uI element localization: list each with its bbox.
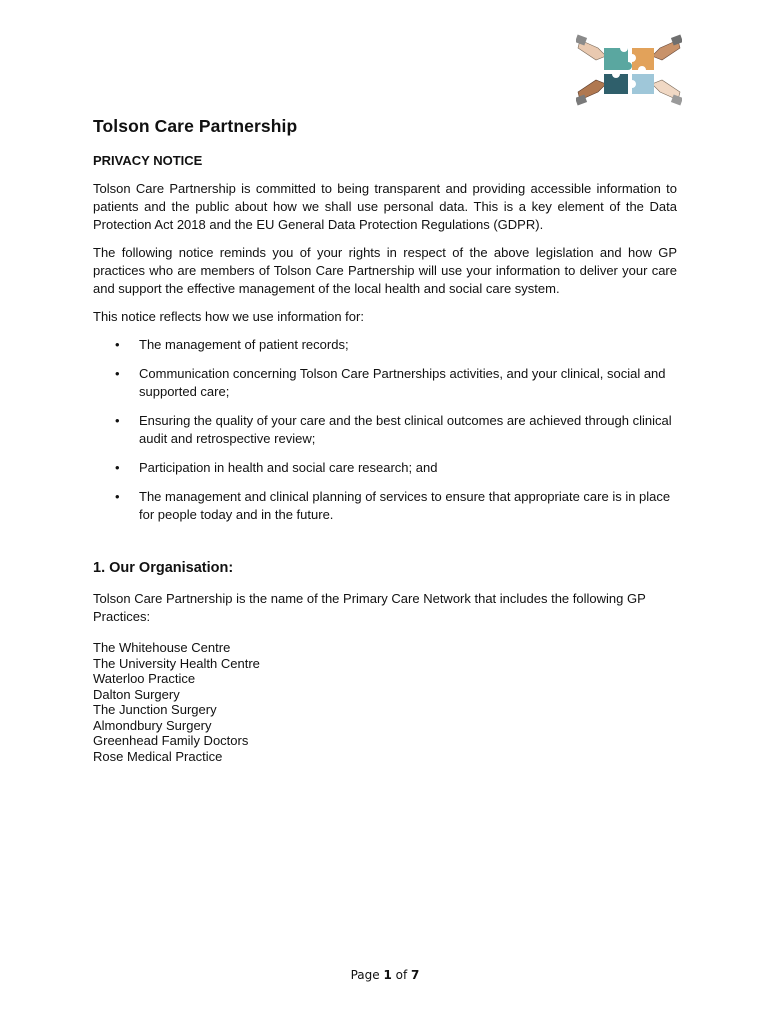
document-title: Tolson Care Partnership [93, 116, 298, 136]
intro-paragraph-2: The following notice reminds you of your rights in respect of the above legislation and how GP practices who are members of Tolson Care Partnership will use your information to deliver your care and support the effective management of the local health and social care system. [93, 245, 677, 296]
list-item: • Participation in health and social care research; and [93, 459, 677, 477]
page-total: 7 [411, 968, 420, 982]
list-item: Dalton Surgery [93, 686, 180, 702]
intro-paragraph-1: Tolson Care Partnership is committed to being transparent and providing accessible information to patients and the public about how we shall use personal data. This is a key element of the Data Protection Act 2018 and the EU General Data Protection Regulations (GDPR). [93, 181, 677, 232]
list-item: Rose Medical Practice [93, 748, 223, 764]
list-item: The Whitehouse Centre [93, 640, 231, 655]
privacy-notice-heading: PRIVACY NOTICE [93, 153, 203, 168]
list-item: The Junction Surgery [93, 702, 217, 717]
list-item: • Communication concerning Tolson Care Partnerships activities, and your clinical, social and supported care; [93, 365, 677, 401]
list-item: • The management of patient records; [93, 336, 677, 354]
list-item: The University Health Centre [93, 655, 260, 671]
list-item: • The management and clinical planning of services to ensure that appropriate care is in place for people today and in the future. [93, 488, 677, 524]
list-item: • Ensuring the quality of your care and the best clinical outcomes are achieved through clinical audit and retrospective review; [93, 412, 677, 448]
page-separator: of [391, 968, 412, 982]
list-item: Greenhead Family Doctors [93, 733, 249, 748]
page-current: 1 [383, 968, 392, 982]
page-number [0, 968, 770, 982]
practices-list [93, 640, 677, 764]
puzzle-hands-logo [576, 34, 682, 106]
page-prefix: Page [350, 968, 384, 982]
section-heading-organisation: 1. Our Organisation: [93, 560, 234, 576]
uses-list [93, 336, 677, 524]
document-body [93, 116, 677, 764]
list-item: Waterloo Practice [93, 671, 196, 686]
organisation-paragraph: Tolson Care Partnership is the name of the Primary Care Network that includes the following GP Practices: [93, 591, 646, 624]
list-item: Almondbury Surgery [93, 717, 212, 733]
intro-paragraph-3: This notice reflects how we use information for: [93, 309, 364, 324]
